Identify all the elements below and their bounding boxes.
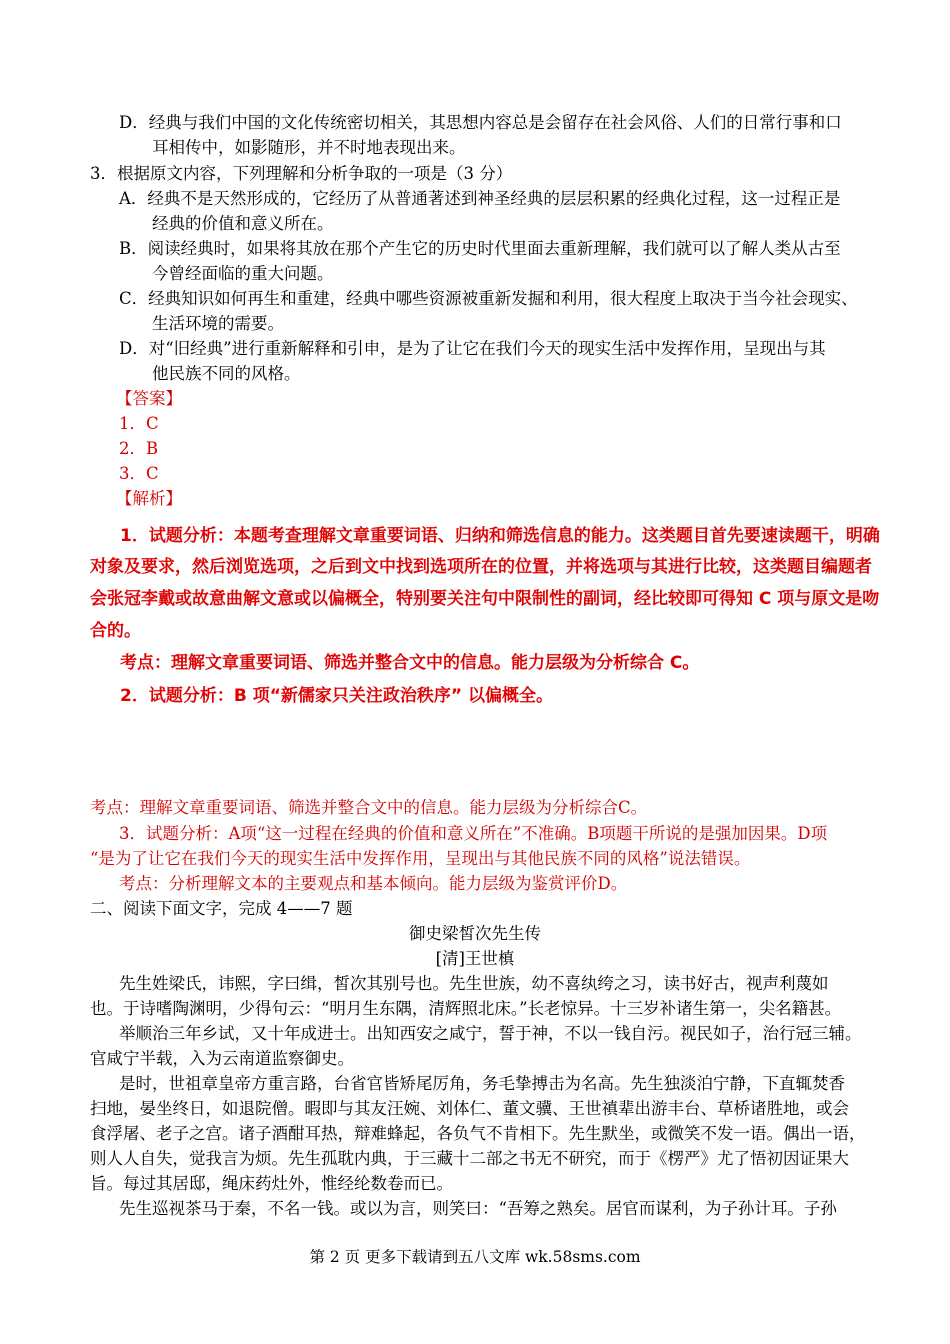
q3-option-a-line1: A．经典不是天然形成的，它经历了从普通著述到神圣经典的层层积累的经典化过程，这一过程正是 xyxy=(119,189,841,208)
analysis-q3-line2: “是为了让它在我们今天的现实生活中发挥作用，呈现出与其他民族不同的风格”说法错误。 xyxy=(90,849,751,868)
passage-line: 先生姓梁氏，讳熙，字曰缉，皙次其别号也。先生世族，幼不喜纨绔之习，读书好古，视声利蔑如 xyxy=(119,974,829,993)
passage-author: [清]王世槙 xyxy=(435,949,515,968)
passage-title: 御史梁皙次先生传 xyxy=(409,924,541,943)
analysis-label: 【解析】 xyxy=(116,489,182,508)
answer-item: 1．C xyxy=(119,414,159,433)
analysis-q3-line1: 3．试题分析：A项“这一过程在经典的价值和意义所在”不准确。B项题干所说的是强加因果。D项 xyxy=(119,824,828,843)
passage-line: 先生巡视茶马于秦，不名一钱。或以为言，则笑曰：“吾筹之熟矣。居官而谋利，为子孙计耳。子孙 xyxy=(119,1199,837,1218)
passage-line: 旨。每过其居邸，绳床药灶外，惟经纶数卷而已。 xyxy=(90,1174,453,1193)
q3-option-c-line2: 生活环境的需要。 xyxy=(152,314,284,333)
analysis-q2-line: 2．试题分析：B 项“新儒家只关注政治秩序” 以偏概全。 xyxy=(120,686,553,706)
answer-label: 【答案】 xyxy=(116,389,182,408)
passage-line: 扫地，晏坐终日，如退院僧。暇即与其友汪婉、刘体仁、董文骥、王世禛辈出游丰台、草桥诸胜地，或会 xyxy=(90,1099,849,1118)
analysis-q2-point: 考点：理解文章重要词语、筛选并整合文中的信息。能力层级为分析综合C。 xyxy=(90,798,648,817)
analysis-q1-line1: 1．试题分析：本题考查理解文章重要词语、归纳和筛选信息的能力。这类题目首先要速读题干，明确 xyxy=(120,526,880,546)
section-heading: 二、阅读下面文字，完成 4——7 题 xyxy=(90,899,353,918)
q3-option-d-line2: 他民族不同的风格。 xyxy=(152,364,301,383)
passage-line: 是时，世祖章皇帝方重言路，台省官皆矫尾厉角，务毛挚搏击为名高。先生独淡泊宁静，下直辄焚香 xyxy=(119,1074,845,1093)
passage-line: 也。于诗嗜陶渊明，少得句云：“明月生东隅，清辉照北床。”长老惊异。十三岁补诸生第一，尖名籍甚。 xyxy=(90,999,842,1018)
q3-stem: 3．根据原文内容，下列理解和分析争取的一项是（3 分） xyxy=(90,164,513,183)
q2-option-d-line2: 耳相传中，如影随形，并不时地表现出来。 xyxy=(152,138,466,157)
analysis-q1-line2: 对象及要求，然后浏览选项，之后到文中找到选项所在的位置，并将选项与其进行比较，这类题目编题者 xyxy=(90,557,872,577)
passage-line: 官咸宁半载，入为云南道监察御史。 xyxy=(90,1049,354,1068)
passage-line: 举顺治三年乡试，又十年成进士。出知西安之咸宁，誓于神，不以一钱自污。视民如子，治行冠三辅。 xyxy=(119,1024,862,1043)
passage-line: 食浮屠、老子之宫。诸子酒酣耳热，辩难蜂起，各负气不肯相下。先生默坐，或微笑不发一语。偶出一语， xyxy=(90,1124,866,1143)
q2-option-d-line1: D．经典与我们中国的文化传统密切相关，其思想内容总是会留存在社会风俗、人们的日常行事和口 xyxy=(119,113,842,132)
q3-option-a-line2: 经典的价值和意义所在。 xyxy=(152,214,334,233)
analysis-q1-line4: 合的。 xyxy=(90,621,141,641)
passage-line: 则人人自失，觉我言为烦。先生孤耽内典，于三藏十二部之书无不研究，而于《楞严》尤了悟初因证果大 xyxy=(90,1149,849,1168)
page-footer: 第 2 页 更多下载请到五八文库 wk.58sms.com xyxy=(309,1248,641,1266)
analysis-q1-line3: 会张冠李戴或故意曲解文意或以偏概全，特别要关注句中限制性的副词，经比较即可得知 C 项与原文是吻 xyxy=(90,589,880,609)
q3-option-b-line1: B．阅读经典时，如果将其放在那个产生它的历史时代里面去重新理解，我们就可以了解人类从古至 xyxy=(119,239,841,258)
answer-item: 2．B xyxy=(119,439,159,458)
analysis-q1-point: 考点：理解文章重要词语、筛选并整合文中的信息。能力层级为分析综合 C。 xyxy=(120,653,700,673)
q3-option-c-line1: C．经典知识如何再生和重建，经典中哪些资源被重新发掘和利用，很大程度上取决于当今社会现实、 xyxy=(119,289,858,308)
analysis-q3-point: 考点：分析理解文本的主要观点和基本倾向。能力层级为鉴赏评价D。 xyxy=(119,874,628,893)
q3-option-b-line2: 今曾经面临的重大问题。 xyxy=(152,264,334,283)
q3-option-d-line1: D．对“旧经典”进行重新解释和引申，是为了让它在我们今天的现实生活中发挥作用，呈现出与其 xyxy=(119,339,826,358)
answer-item: 3．C xyxy=(119,464,159,483)
